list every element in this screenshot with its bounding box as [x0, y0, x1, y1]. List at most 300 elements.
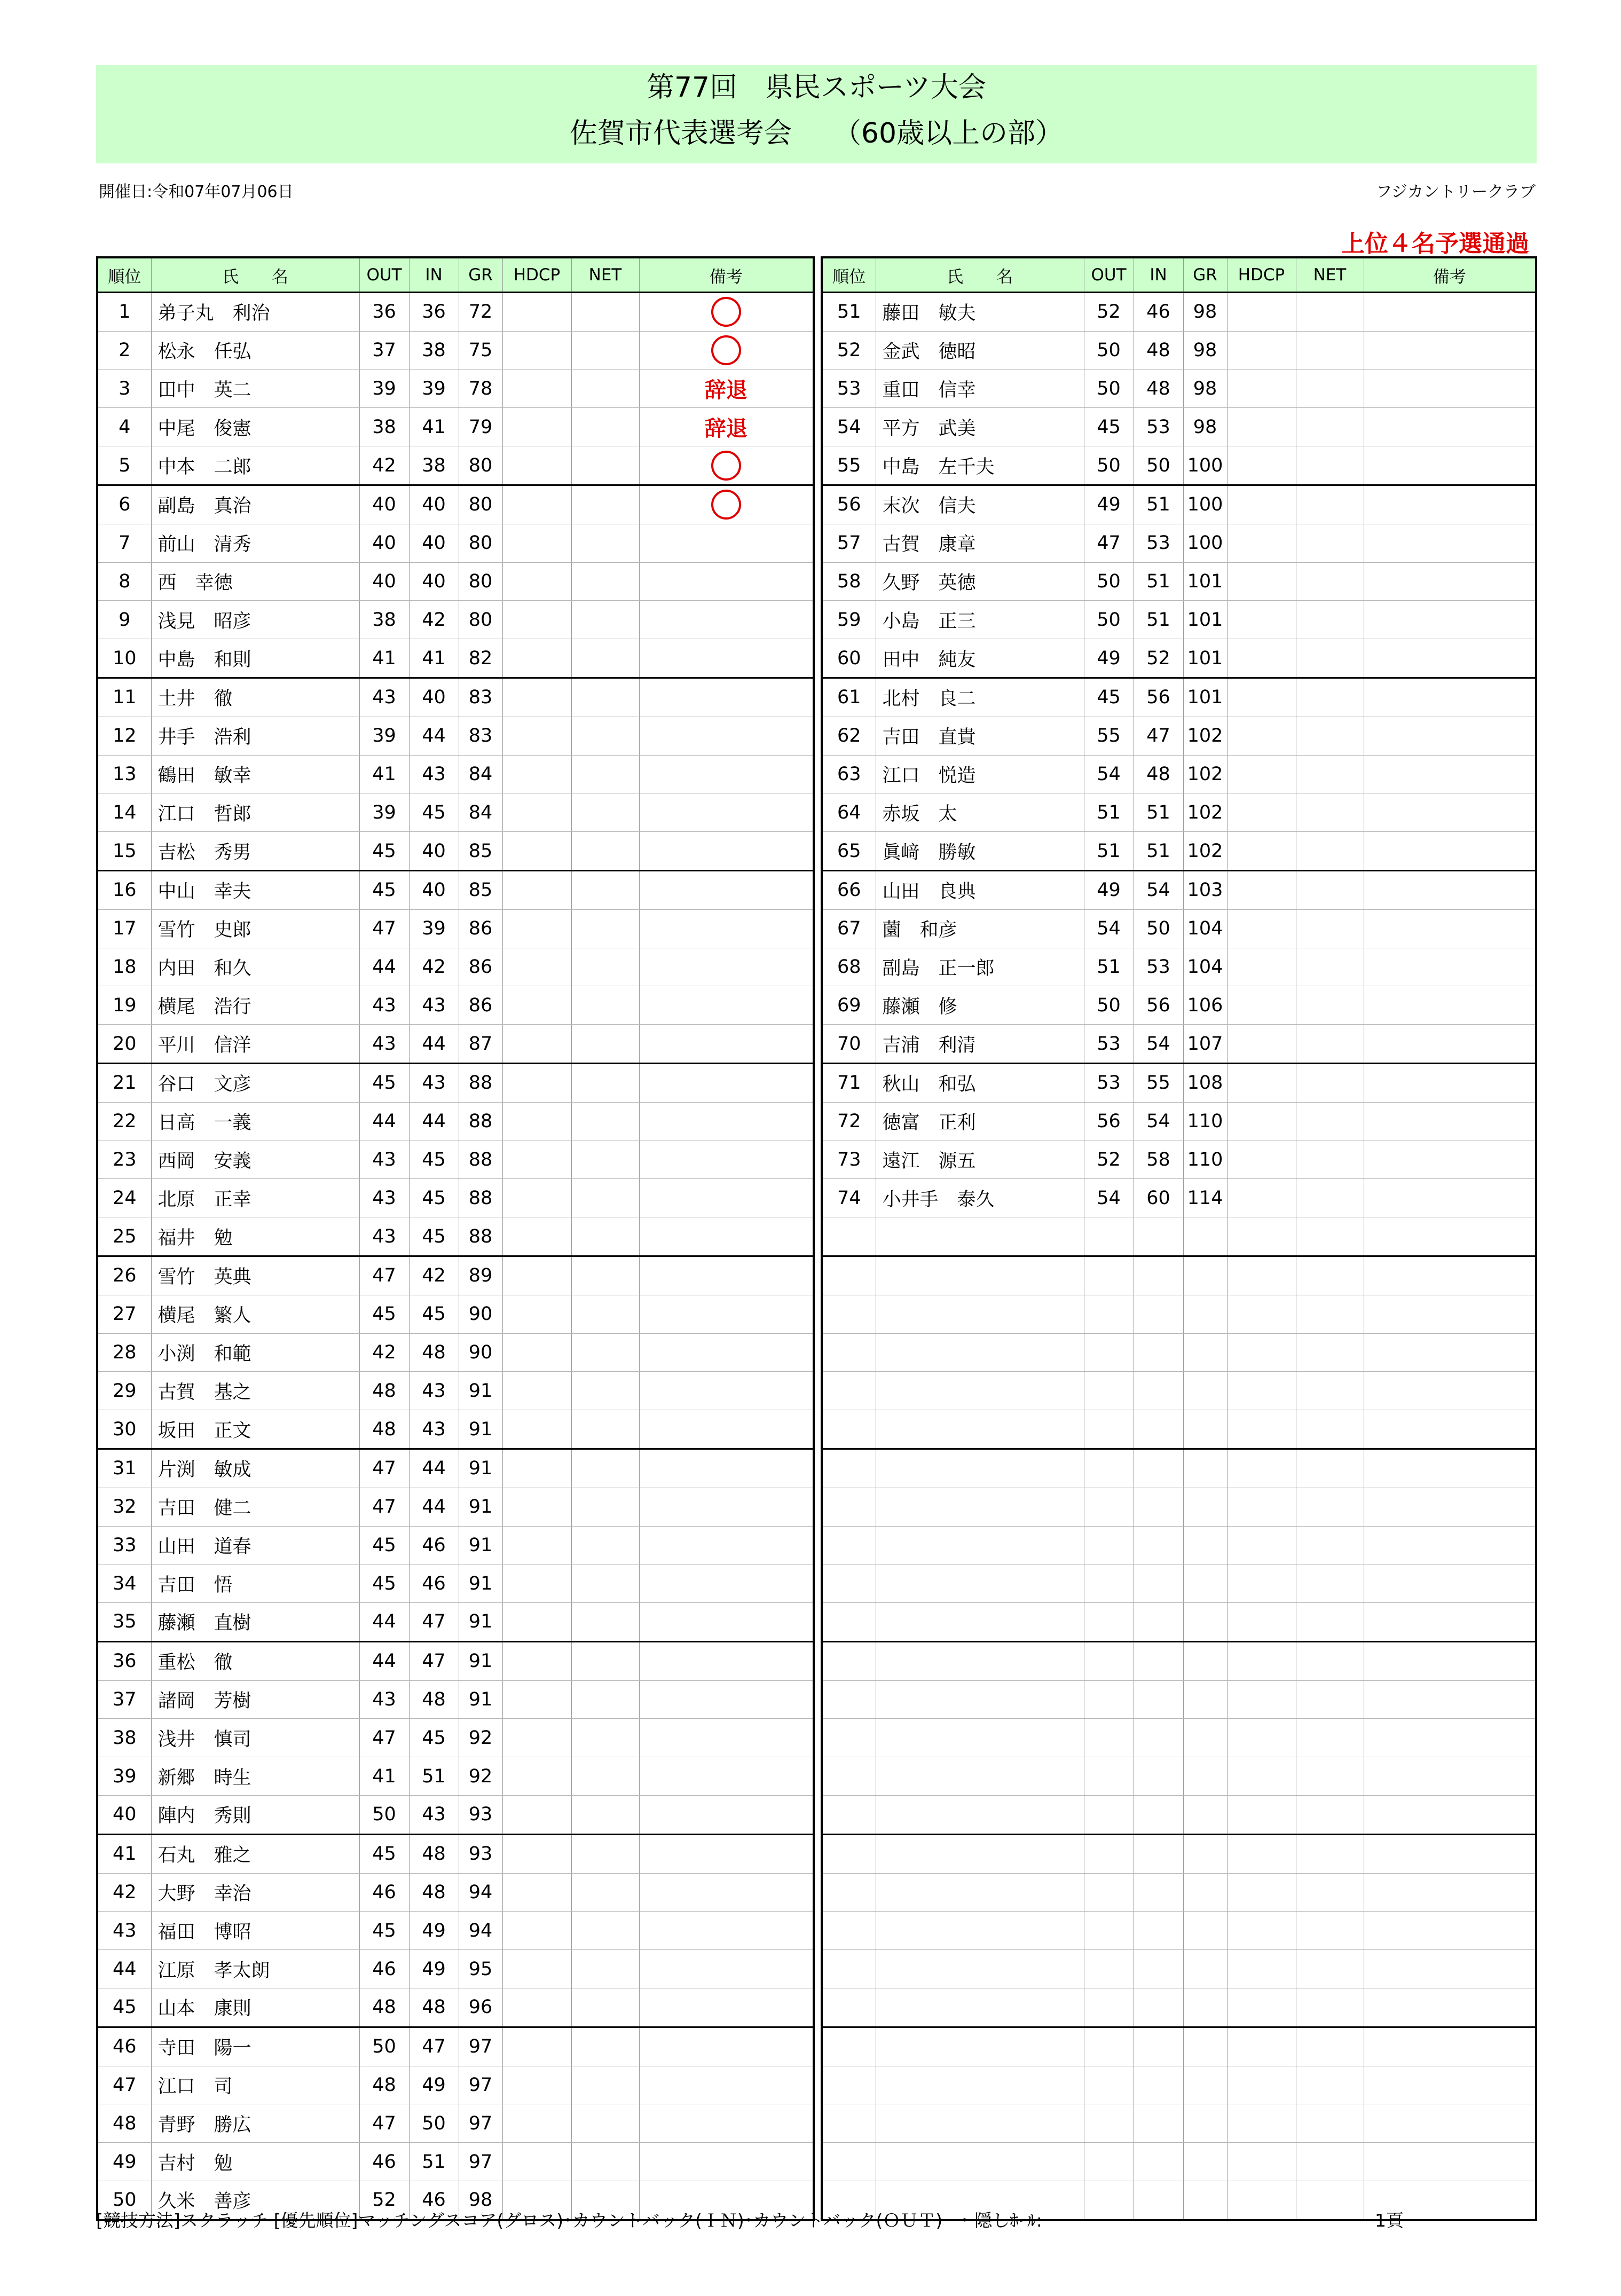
net-cell [1296, 986, 1364, 1025]
net-cell [1296, 832, 1364, 871]
table-row [97, 832, 814, 871]
net-cell [1296, 755, 1364, 793]
in-cell [1134, 1873, 1183, 1912]
name-cell: 中尾 俊憲 [151, 408, 359, 446]
in-cell [1134, 1719, 1183, 1757]
empty-row [822, 1873, 1536, 1912]
name-cell: 江原 孝太朗 [151, 1950, 359, 1988]
table-row [97, 1295, 814, 1333]
in-cell [1134, 1680, 1183, 1719]
in-cell: 48 [409, 1873, 459, 1912]
gross-cell: 86 [459, 909, 502, 948]
out-cell [1084, 1873, 1134, 1912]
name-cell: 平川 信洋 [151, 1025, 359, 1064]
hdcp-cell [1227, 2027, 1296, 2066]
gross-cell [1183, 1488, 1227, 1526]
out-cell: 54 [1084, 1179, 1134, 1217]
out-cell [1084, 1564, 1134, 1603]
table-row [822, 408, 1536, 446]
net-cell [1296, 1641, 1364, 1680]
out-cell: 44 [359, 948, 409, 986]
name-cell: 藤田 敏夫 [876, 293, 1084, 332]
gross-cell: 90 [459, 1333, 502, 1372]
hdcp-cell [1227, 1988, 1296, 2027]
hdcp-cell [1227, 1488, 1296, 1526]
name-cell [876, 1410, 1084, 1449]
col-header-name: 氏 名 [876, 257, 1084, 293]
table-row [97, 1179, 814, 1217]
gross-cell: 97 [459, 2143, 502, 2181]
gross-cell: 83 [459, 717, 502, 755]
net-cell [1296, 1410, 1364, 1449]
net-cell [1296, 2066, 1364, 2104]
out-cell: 45 [1084, 408, 1134, 446]
in-cell: 58 [1134, 1141, 1183, 1179]
table-row [97, 1063, 814, 1102]
remarks-cell [639, 601, 814, 639]
in-cell [1134, 1641, 1183, 1680]
hdcp-cell [502, 1834, 571, 1873]
in-cell [1134, 2181, 1183, 2220]
gross-cell: 94 [459, 1912, 502, 1950]
in-cell: 40 [409, 562, 459, 601]
table-row [822, 948, 1536, 986]
gross-cell [1183, 1564, 1227, 1603]
gross-cell: 102 [1183, 832, 1227, 871]
hdcp-cell [502, 1295, 571, 1333]
empty-row [822, 1372, 1536, 1410]
tournament-title: 第77回 県民スポーツ大会 [646, 72, 987, 104]
title-banner [96, 65, 1537, 163]
empty-row [822, 1295, 1536, 1333]
out-cell: 50 [359, 2027, 409, 2066]
hdcp-cell [502, 1988, 571, 2027]
remarks-cell [639, 1179, 814, 1217]
in-cell: 48 [1134, 331, 1183, 369]
name-cell: 浅井 慎司 [151, 1719, 359, 1757]
name-cell: 金武 徳昭 [876, 331, 1084, 369]
table-row [97, 870, 814, 909]
out-cell [1084, 1295, 1134, 1333]
remarks-cell [1364, 1295, 1536, 1333]
in-cell: 43 [409, 1796, 459, 1835]
net-cell [571, 2143, 639, 2181]
in-cell: 50 [1134, 909, 1183, 948]
in-cell: 39 [409, 369, 459, 408]
remarks-cell [639, 948, 814, 986]
table-row [822, 1179, 1536, 1217]
rank-cell: 8 [97, 562, 151, 601]
table-row [97, 793, 814, 832]
in-cell: 53 [1134, 948, 1183, 986]
rank-cell: 45 [97, 1988, 151, 2027]
out-cell: 45 [359, 1295, 409, 1333]
rank-cell: 46 [97, 2027, 151, 2066]
net-cell [571, 1950, 639, 1988]
remarks-cell [639, 1141, 814, 1179]
remarks-cell [1364, 1719, 1536, 1757]
hdcp-cell [502, 1603, 571, 1642]
rank-cell: 70 [822, 1025, 876, 1064]
out-cell: 53 [1084, 1025, 1134, 1064]
rank-cell: 29 [97, 1372, 151, 1410]
out-cell: 43 [359, 678, 409, 717]
name-cell: 藤瀬 修 [876, 986, 1084, 1025]
in-cell: 40 [409, 870, 459, 909]
out-cell: 55 [1084, 717, 1134, 755]
remarks-cell [1364, 1873, 1536, 1912]
name-cell: 西岡 安義 [151, 1141, 359, 1179]
name-cell: 久野 英徳 [876, 562, 1084, 601]
gross-cell: 92 [459, 1757, 502, 1796]
hdcp-cell [502, 1488, 571, 1526]
hdcp-cell [502, 870, 571, 909]
remarks-cell [1364, 678, 1536, 717]
remarks-cell [1364, 1912, 1536, 1950]
gross-cell [1183, 1295, 1227, 1333]
name-cell: 吉田 健二 [151, 1488, 359, 1526]
out-cell: 41 [359, 639, 409, 678]
name-cell: 吉田 悟 [151, 1564, 359, 1603]
gross-cell: 88 [459, 1217, 502, 1256]
hdcp-cell [502, 1641, 571, 1680]
net-cell [571, 717, 639, 755]
rank-cell [822, 2104, 876, 2143]
in-cell [1134, 1988, 1183, 2027]
remarks-cell [639, 1950, 814, 1988]
out-cell [1084, 2181, 1134, 2220]
out-cell: 45 [1084, 678, 1134, 717]
gross-cell [1183, 1256, 1227, 1295]
table-row [822, 639, 1536, 678]
gross-cell: 79 [459, 408, 502, 446]
rank-cell: 73 [822, 1141, 876, 1179]
table-row [822, 1025, 1536, 1064]
net-cell [571, 1603, 639, 1642]
out-cell: 46 [359, 1950, 409, 1988]
gross-cell: 106 [1183, 986, 1227, 1025]
name-cell [876, 1680, 1084, 1719]
out-cell [1084, 1217, 1134, 1256]
remarks-cell [639, 1449, 814, 1488]
out-cell: 45 [359, 1912, 409, 1950]
name-cell: 赤坂 太 [876, 793, 1084, 832]
remarks-cell [639, 870, 814, 909]
hdcp-cell [1227, 639, 1296, 678]
out-cell: 47 [359, 1719, 409, 1757]
col-header-net: NET [571, 257, 639, 293]
name-cell: 中島 和則 [151, 639, 359, 678]
out-cell: 51 [1084, 948, 1134, 986]
table-row [822, 870, 1536, 909]
out-cell [1084, 2066, 1134, 2104]
out-cell: 50 [1084, 601, 1134, 639]
out-cell: 39 [359, 717, 409, 755]
name-cell: 坂田 正文 [151, 1410, 359, 1449]
out-cell: 52 [1084, 1141, 1134, 1179]
hdcp-cell [1227, 601, 1296, 639]
gross-cell [1183, 1950, 1227, 1988]
remarks-cell [639, 2027, 814, 2066]
col-header-gr: GR [1183, 257, 1227, 293]
hdcp-cell [502, 408, 571, 446]
gross-cell: 91 [459, 1564, 502, 1603]
rank-cell: 2 [97, 331, 151, 369]
net-cell [1296, 1025, 1364, 1064]
net-cell [571, 1217, 639, 1256]
gross-cell: 107 [1183, 1025, 1227, 1064]
in-cell: 54 [1134, 870, 1183, 909]
rank-cell: 32 [97, 1488, 151, 1526]
net-cell [1296, 793, 1364, 832]
in-cell [1134, 1295, 1183, 1333]
net-cell [571, 986, 639, 1025]
hdcp-cell [1227, 1680, 1296, 1719]
out-cell: 47 [359, 909, 409, 948]
table-row [822, 1141, 1536, 1179]
hdcp-cell [502, 1372, 571, 1410]
name-cell: 江口 悦造 [876, 755, 1084, 793]
remarks-cell [1364, 2143, 1536, 2181]
net-cell [571, 1834, 639, 1873]
name-cell: 鶴田 敏幸 [151, 755, 359, 793]
in-cell: 40 [409, 485, 459, 524]
gross-cell: 114 [1183, 1179, 1227, 1217]
in-cell: 44 [409, 1449, 459, 1488]
remarks-cell [1364, 793, 1536, 832]
col-header-in: IN [1134, 257, 1183, 293]
remarks-cell [1364, 870, 1536, 909]
out-cell: 39 [359, 369, 409, 408]
remarks-cell [639, 1680, 814, 1719]
table-row [97, 678, 814, 717]
in-cell: 53 [1134, 524, 1183, 562]
table-row [822, 755, 1536, 793]
out-cell: 50 [359, 1796, 409, 1835]
name-cell: 松永 任弘 [151, 331, 359, 369]
net-cell [1296, 1063, 1364, 1102]
gross-cell: 91 [459, 1372, 502, 1410]
in-cell: 51 [1134, 832, 1183, 871]
hdcp-cell [502, 1680, 571, 1719]
rank-cell [822, 1410, 876, 1449]
net-cell [571, 1295, 639, 1333]
net-cell [1296, 369, 1364, 408]
name-cell: 徳富 正利 [876, 1102, 1084, 1141]
net-cell [1296, 293, 1364, 332]
gross-cell [1183, 2143, 1227, 2181]
name-cell: 谷口 文彦 [151, 1063, 359, 1102]
rank-cell: 66 [822, 870, 876, 909]
gross-cell: 91 [459, 1488, 502, 1526]
results-table-right [821, 256, 1537, 2221]
rank-cell [822, 1526, 876, 1564]
remarks-cell [639, 1372, 814, 1410]
rank-cell: 65 [822, 832, 876, 871]
gross-cell: 100 [1183, 446, 1227, 485]
net-cell [571, 562, 639, 601]
rank-cell: 55 [822, 446, 876, 485]
rank-cell: 71 [822, 1063, 876, 1102]
in-cell [1134, 1526, 1183, 1564]
remarks-cell [639, 1410, 814, 1449]
hdcp-cell [502, 562, 571, 601]
net-cell [571, 1256, 639, 1295]
out-cell: 45 [359, 832, 409, 871]
hdcp-cell [502, 2066, 571, 2104]
in-cell: 51 [1134, 793, 1183, 832]
name-cell: 石丸 雅之 [151, 1834, 359, 1873]
out-cell [1084, 1950, 1134, 1988]
rank-cell [822, 1333, 876, 1372]
net-cell [571, 1179, 639, 1217]
table-row [97, 1988, 814, 2027]
out-cell [1084, 1912, 1134, 1950]
gross-cell [1183, 1912, 1227, 1950]
in-cell [1134, 1603, 1183, 1642]
empty-row [822, 1680, 1536, 1719]
empty-row [822, 1564, 1536, 1603]
table-row [97, 2027, 814, 2066]
hdcp-cell [1227, 2181, 1296, 2220]
in-cell: 45 [409, 1295, 459, 1333]
gross-cell [1183, 2066, 1227, 2104]
rank-cell: 60 [822, 639, 876, 678]
in-cell: 55 [1134, 1063, 1183, 1102]
net-cell [571, 293, 639, 332]
in-cell: 43 [409, 1410, 459, 1449]
gross-cell: 97 [459, 2027, 502, 2066]
remarks-cell [639, 1295, 814, 1333]
table-row [822, 601, 1536, 639]
name-cell [876, 1796, 1084, 1835]
hdcp-cell [1227, 1372, 1296, 1410]
rank-cell: 36 [97, 1641, 151, 1680]
net-cell [1296, 1796, 1364, 1835]
remarks-cell [639, 446, 814, 485]
hdcp-cell [502, 986, 571, 1025]
name-cell: 中島 左千夫 [876, 446, 1084, 485]
out-cell: 41 [359, 1757, 409, 1796]
rank-cell [822, 1256, 876, 1295]
name-cell [876, 1526, 1084, 1564]
rank-cell: 52 [822, 331, 876, 369]
gross-cell: 101 [1183, 562, 1227, 601]
net-cell [571, 331, 639, 369]
name-cell [876, 1950, 1084, 1988]
out-cell: 41 [359, 755, 409, 793]
rank-cell [822, 1564, 876, 1603]
remarks-cell [639, 524, 814, 562]
gross-cell [1183, 2104, 1227, 2143]
remarks-cell [1364, 562, 1536, 601]
rank-cell: 1 [97, 293, 151, 332]
name-cell: 末次 信夫 [876, 485, 1084, 524]
rank-cell: 30 [97, 1410, 151, 1449]
remarks-cell [1364, 2027, 1536, 2066]
net-cell [1296, 1217, 1364, 1256]
gross-cell: 84 [459, 793, 502, 832]
in-cell: 39 [409, 909, 459, 948]
col-header-out: OUT [359, 257, 409, 293]
hdcp-cell [1227, 678, 1296, 717]
net-cell [571, 485, 639, 524]
out-cell: 52 [1084, 293, 1134, 332]
hdcp-cell [502, 601, 571, 639]
remarks-cell [639, 1834, 814, 1873]
gross-cell: 91 [459, 1603, 502, 1642]
net-cell [1296, 1912, 1364, 1950]
net-cell [571, 1796, 639, 1835]
name-cell [876, 2104, 1084, 2143]
table-row [822, 331, 1536, 369]
empty-row [822, 1912, 1536, 1950]
rank-cell [822, 2066, 876, 2104]
hdcp-cell [1227, 717, 1296, 755]
hdcp-cell [502, 1526, 571, 1564]
remarks-cell [1364, 1950, 1536, 1988]
venue-name: フジカントリークラブ [1376, 183, 1536, 201]
qualification-note: 上位４名予選通過 [1341, 230, 1529, 257]
table-row [97, 331, 814, 369]
gross-cell [1183, 1526, 1227, 1564]
remarks-cell [639, 331, 814, 369]
in-cell: 51 [409, 1757, 459, 1796]
rank-cell: 72 [822, 1102, 876, 1141]
out-cell: 49 [1084, 639, 1134, 678]
col-header-rank: 順位 [97, 257, 151, 293]
name-cell: 諸岡 芳樹 [151, 1680, 359, 1719]
in-cell: 45 [409, 1719, 459, 1757]
qualified-circle-icon [711, 451, 741, 481]
name-cell: 井手 浩利 [151, 717, 359, 755]
name-cell: 中本 二郎 [151, 446, 359, 485]
net-cell [1296, 2027, 1364, 2066]
in-cell: 46 [409, 1564, 459, 1603]
name-cell: 久米 善彦 [151, 2181, 359, 2220]
in-cell [1134, 1449, 1183, 1488]
tournament-subtitle: 佐賀市代表選考会 （60歳以上の部） [569, 117, 1064, 150]
name-cell [876, 1719, 1084, 1757]
remarks-cell [1364, 485, 1536, 524]
gross-cell: 88 [459, 1063, 502, 1102]
name-cell [876, 1988, 1084, 2027]
rank-cell: 17 [97, 909, 151, 948]
out-cell: 39 [359, 793, 409, 832]
name-cell [876, 1603, 1084, 1642]
in-cell [1134, 1410, 1183, 1449]
hdcp-cell [1227, 1063, 1296, 1102]
net-cell [1296, 1102, 1364, 1141]
net-cell [1296, 1372, 1364, 1410]
table-row [97, 524, 814, 562]
rank-cell: 12 [97, 717, 151, 755]
name-cell: 吉田 直貴 [876, 717, 1084, 755]
name-cell: 北原 正幸 [151, 1179, 359, 1217]
remarks-cell [639, 1333, 814, 1372]
out-cell: 46 [359, 2143, 409, 2181]
out-cell: 48 [359, 1372, 409, 1410]
rank-cell [822, 2027, 876, 2066]
rank-cell: 25 [97, 1217, 151, 1256]
empty-row [822, 1526, 1536, 1564]
rank-cell: 23 [97, 1141, 151, 1179]
gross-cell: 102 [1183, 717, 1227, 755]
hdcp-cell [1227, 1719, 1296, 1757]
remarks-cell [1364, 1488, 1536, 1526]
out-cell [1084, 1719, 1134, 1757]
name-cell: 吉村 勉 [151, 2143, 359, 2181]
